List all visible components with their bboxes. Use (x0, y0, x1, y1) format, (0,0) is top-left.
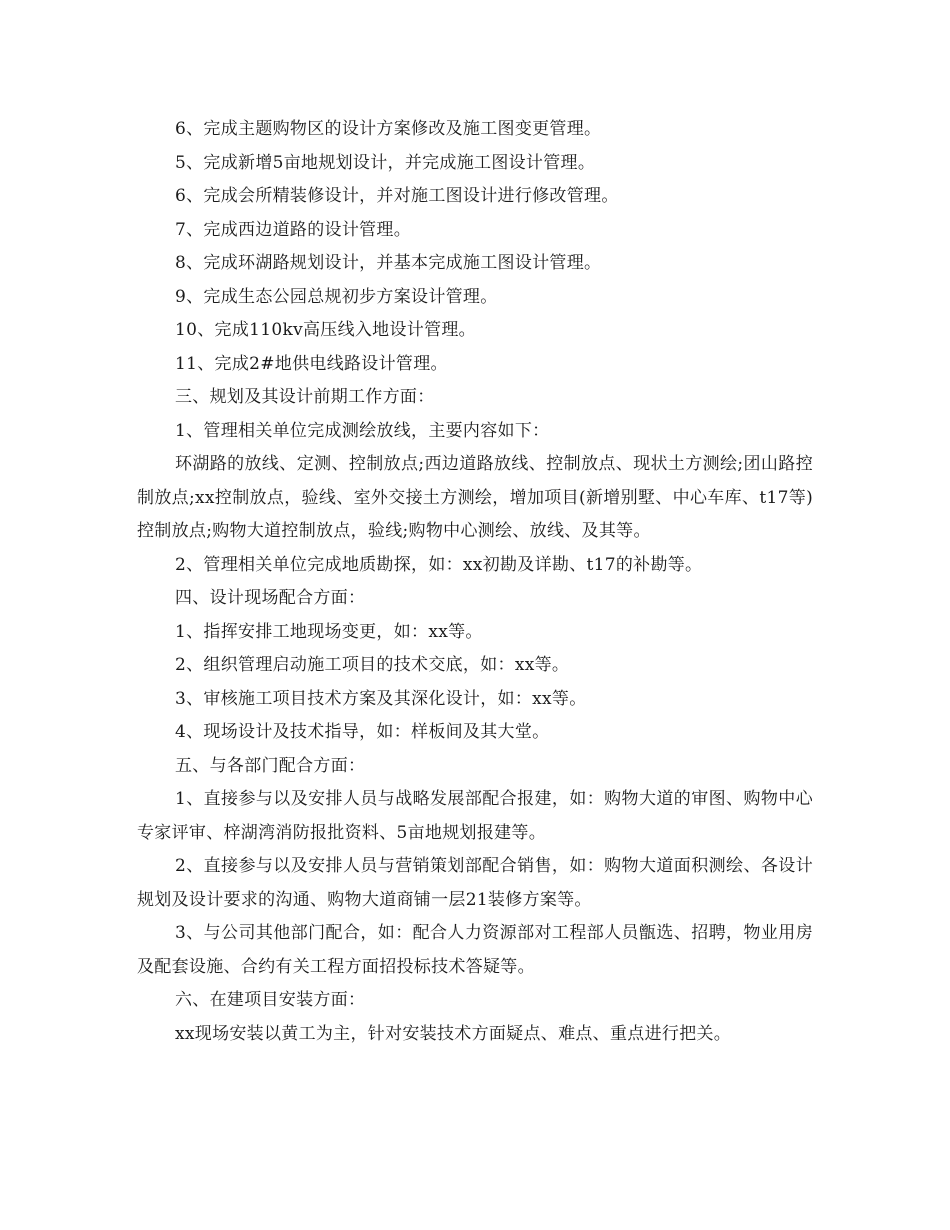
paragraph: 4、现场设计及技术指导，如：样板间及其大堂。 (175, 722, 550, 742)
paragraph: 1、管理相关单位完成测绘放线，主要内容如下： (175, 420, 550, 441)
paragraph: 3、审核施工项目技术方案及其深化设计，如：xx等。 (175, 688, 587, 709)
section-heading: 六、在建项目安装方面： (175, 990, 366, 1010)
paragraph: 6、完成主题购物区的设计方案修改及施工图变更管理。 (175, 119, 602, 139)
paragraph: 7、完成西边道路的设计管理。 (175, 219, 412, 240)
paragraph: 1、指挥安排工地现场变更，如：xx等。 (175, 621, 483, 642)
paragraph: 9、完成生态公园总规初步方案设计管理。 (175, 286, 498, 307)
document-body (137, 113, 813, 1051)
paragraph: 11、完成2#地供电线路设计管理。 (175, 353, 448, 374)
paragraph: 2、组织管理启动施工项目的技术交底，如：xx等。 (175, 655, 570, 675)
section-heading: 三、规划及其设计前期工作方面： (175, 387, 435, 407)
section-heading: 五、与各部门配合方面： (175, 755, 366, 776)
paragraph: 8、完成环湖路规划设计，并基本完成施工图设计管理。 (175, 253, 602, 273)
paragraph: 环湖路的放线、定测、控制放点;西边道路放线、控制放点、现状土方测绘;团山路控制放点;xx控制放点，验线、室外交接土方测绘，增加项目(新增别墅、中心车库、t17等)控制放点;购物大道控制放点，验线;购物中心测绘、放线、及其等。 (137, 454, 813, 541)
paragraph: xx现场安装以黄工为主，针对安装技术方面疑点、难点、重点进行把关。 (175, 1023, 732, 1044)
paragraph: 10、完成110kv高压线入地设计管理。 (175, 320, 476, 340)
paragraph: 5、完成新增5亩地规划设计，并完成施工图设计管理。 (175, 152, 596, 173)
paragraph: 2、直接参与以及安排人员与营销策划部配合销售，如：购物大道面积测绘、各设计规划及设计要求的沟通、购物大道商铺一层21装修方案等。 (137, 856, 813, 910)
paragraph: 6、完成会所精装修设计，并对施工图设计进行修改管理。 (175, 186, 619, 206)
paragraph: 3、与公司其他部门配合，如：配合人力资源部对工程部人员甑选、招聘，物业用房及配套设施、合约有关工程方面招投标技术答疑等。 (137, 923, 813, 977)
paragraph: 2、管理相关单位完成地质勘探，如：xx初勘及详勘、t17的补勘等。 (175, 554, 703, 575)
section-heading: 四、设计现场配合方面： (175, 588, 366, 608)
paragraph: 1、直接参与以及安排人员与战略发展部配合报建，如：购物大道的审图、购物中心专家评审、梓湖湾消防报批资料、5亩地规划报建等。 (137, 789, 813, 843)
